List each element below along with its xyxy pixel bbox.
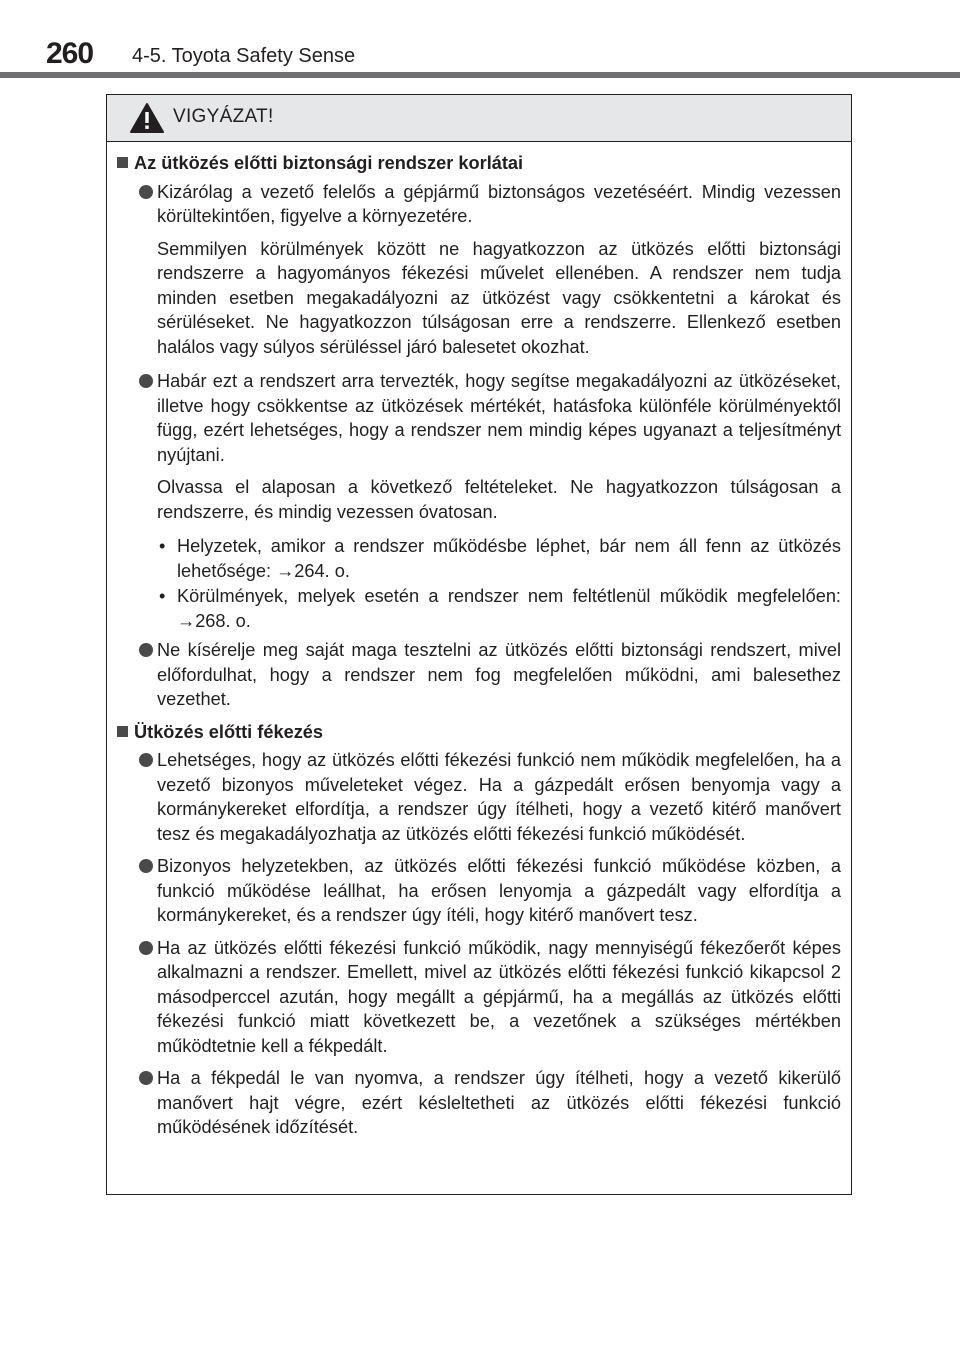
caution-body bbox=[107, 142, 851, 1140]
page-number: 260 bbox=[46, 37, 94, 70]
section-heading-text: Ütközés előtti fékezés bbox=[134, 721, 324, 742]
circle-bullet-icon bbox=[139, 1071, 153, 1085]
paragraph: Semmilyen körülmények között ne hagyatkozzon az ütközés előtti biztonsági rendszerre a hagyományos fékezési művelet ellenében. A rendszer nem tudja minden esetben megakadályozni az ütközést vagy csökkentetni a károkat és sérüléseket. Ne hagyatkozzon túlságosan erre a rendszerre. Ellenkező esetben halálos vagy súlyos sérüléssel járó balesetet okozhat. bbox=[157, 238, 841, 357]
sub-list-item bbox=[111, 584, 841, 633]
list-item bbox=[111, 748, 841, 846]
warning-triangle-icon bbox=[129, 102, 165, 134]
small-bullet-icon: • bbox=[159, 586, 166, 606]
list-item-text: Ha a fékpedál le van nyomva, a rendszer úgy ítélheti, hogy a vezető kikerülő manővert hajt végre, ezért késleltetheti az ütközés előtti fékezési funkció működésének időzítését. bbox=[157, 1068, 841, 1137]
circle-bullet-icon bbox=[139, 859, 153, 873]
sub-list-item-text: Helyzetek, amikor a rendszer működésbe léphet, bár nem áll fenn az ütközés lehetősége: →264. o. bbox=[177, 536, 841, 581]
list-item-text: Habár ezt a rendszert arra tervezték, hogy segítse megakadályozni az ütközéseket, illetve hogy csökkentse az ütközések mértékét, hatásfoka különféle körülményektől függ, ezért lehetséges, hogy a rendszer nem mindig képes ugyanazt a teljesítményt nyújtani. bbox=[157, 371, 841, 465]
list-item-text: Ne kísérelje meg saját maga tesztelni az ütközés előtti biztonsági rendszert, mivel előfordulhat, hogy a rendszer nem fog megfelelően működni, ami balesethez vezethet. bbox=[157, 640, 841, 709]
square-bullet-icon bbox=[117, 157, 128, 168]
caution-box bbox=[106, 94, 852, 1195]
list-item-text: Lehetséges, hogy az ütközés előtti fékezési funkció nem működik megfelelően, ha a vezető bizonyos műveleteket végez. Ha a gázpedált erősen benyomja vagy a kormánykereket elfordítja, a rendszer úgy ítélheti, hogy a vezető kitérő manővert tesz és megakadályozhatja az ütközés előtti fékezési funkció működését. bbox=[157, 750, 841, 844]
list-item bbox=[111, 936, 841, 1059]
list-item bbox=[111, 638, 841, 712]
circle-bullet-icon bbox=[139, 643, 153, 657]
caution-label: VIGYÁZAT! bbox=[173, 106, 274, 127]
small-bullet-icon: • bbox=[159, 536, 166, 556]
caution-header bbox=[107, 95, 851, 142]
list-item bbox=[111, 854, 841, 928]
list-item-text: Bizonyos helyzetekben, az ütközés előtti fékezési funkció működése közben, a funkció működése leállhat, ha erősen lenyomja a gázpedált vagy elfordítja a kormánykereket, és a rendszer úgy ítéli, hogy kitérő manővert tesz. bbox=[157, 856, 841, 925]
section-heading-text: Az ütközés előtti biztonsági rendszer korlátai bbox=[134, 153, 524, 173]
circle-bullet-icon bbox=[139, 941, 153, 955]
section-title: 4-5. Toyota Safety Sense bbox=[132, 45, 356, 67]
paragraph: Olvassa el alaposan a következő feltételeket. Ne hagyatkozzon túlságosan a rendszerre, és mindig vezessen óvatosan. bbox=[157, 477, 841, 522]
section-heading bbox=[111, 151, 841, 176]
list-item-text: Ha az ütközés előtti fékezési funkció működik, nagy mennyiségű fékezőerőt képes alkalmazni a rendszer. Emellett, mivel az ütközés előtti fékezési funkció kikapcsol 2 másodperccel azután, hogy megállt a gépjármű, ha a megállás az ütközés előtti fékezési funkció miatt következett be, a vezetőnek a szükséges mértékben működtetnie kell a fékpedált. bbox=[157, 937, 841, 1056]
list-item bbox=[111, 1066, 841, 1140]
header-rule bbox=[0, 72, 960, 78]
circle-bullet-icon bbox=[139, 374, 153, 388]
square-bullet-icon bbox=[117, 726, 128, 737]
list-item bbox=[111, 369, 841, 467]
page-header bbox=[0, 0, 960, 80]
sub-list-item bbox=[111, 534, 841, 583]
circle-bullet-icon bbox=[139, 753, 153, 767]
circle-bullet-icon bbox=[139, 185, 153, 199]
sub-list-item-text: Körülmények, melyek esetén a rendszer nem feltétlenül működik megfelelően: →268. o. bbox=[177, 586, 841, 631]
list-item bbox=[111, 180, 841, 229]
list-item-text: Kizárólag a vezető felelős a gépjármű biztonságos vezetéséért. Mindig vezessen körültekintően, figyelve a környezetére. bbox=[157, 181, 841, 226]
section-heading bbox=[111, 720, 841, 745]
